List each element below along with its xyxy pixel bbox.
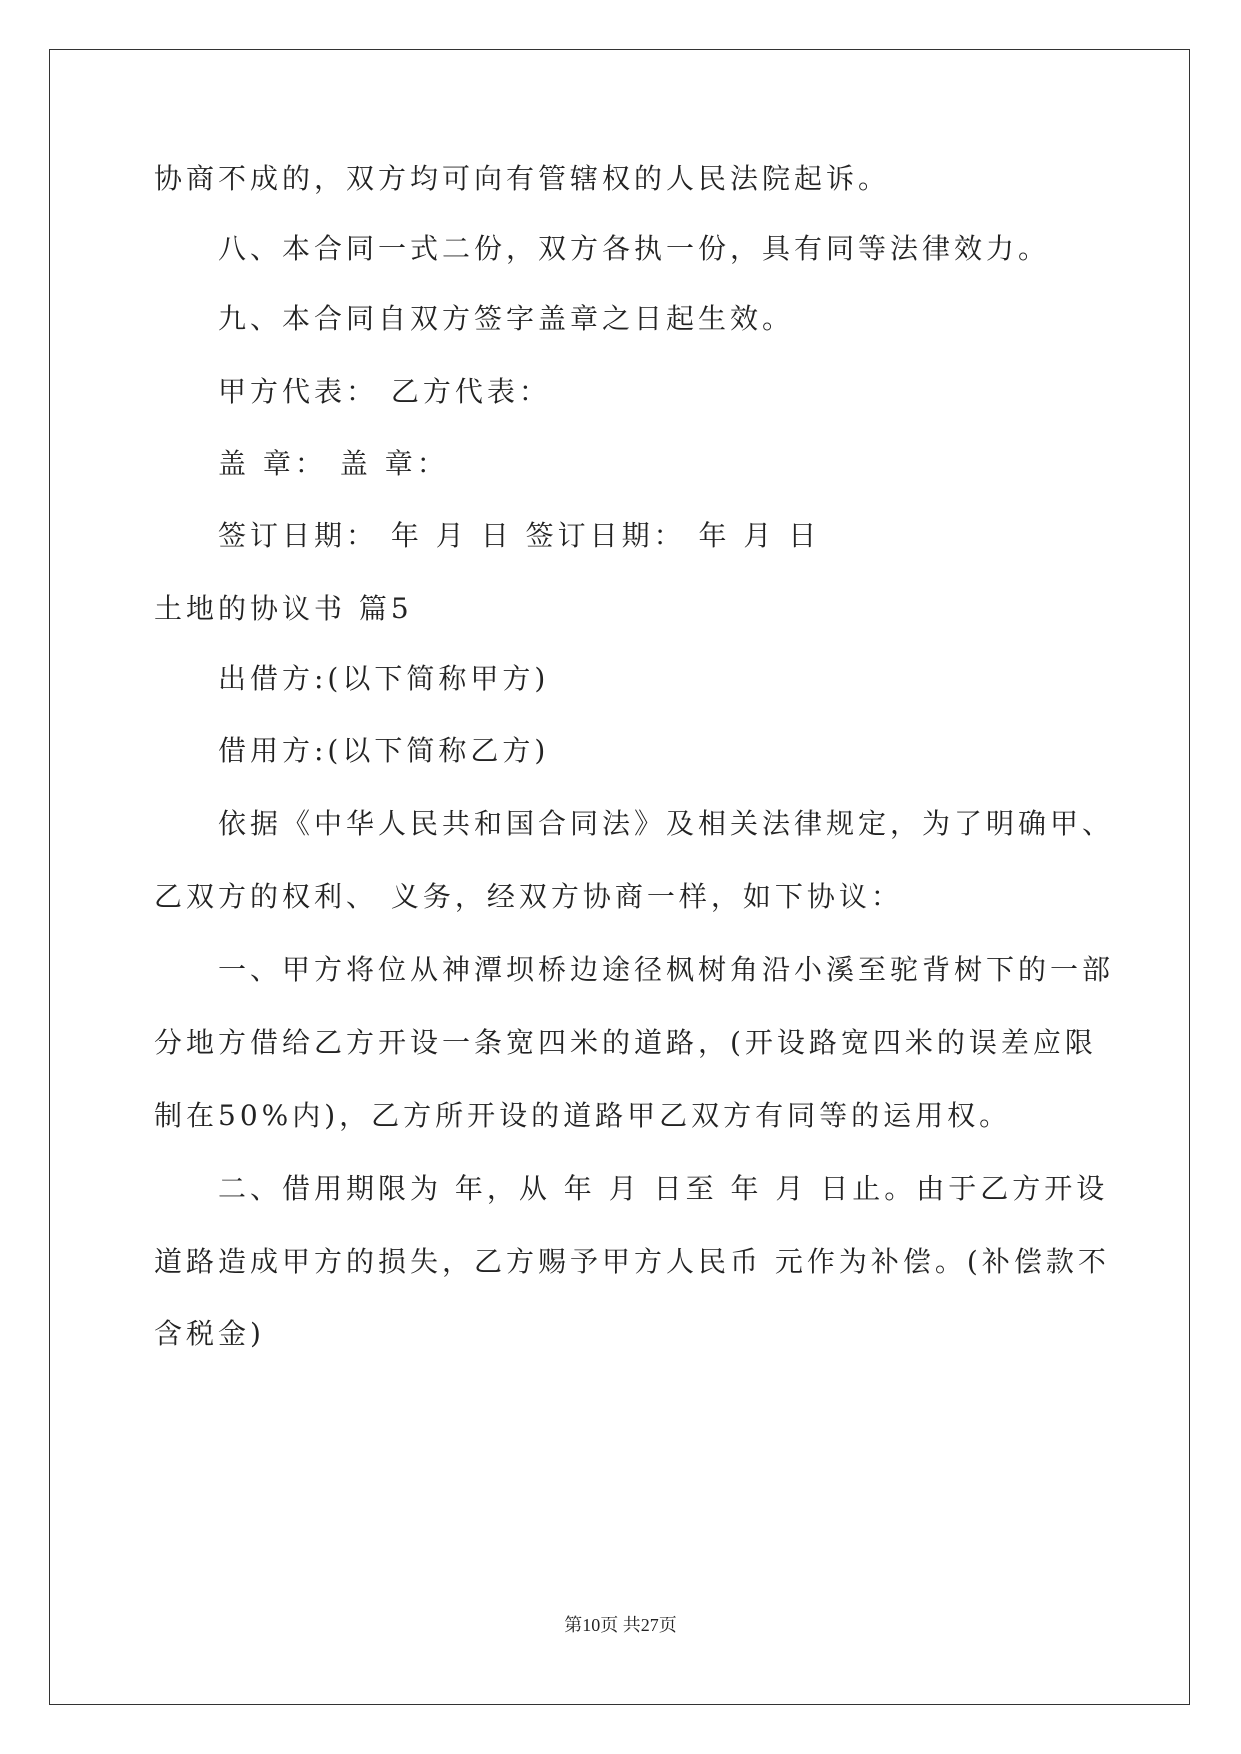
page-number: 第10页 共27页 — [564, 1615, 677, 1635]
page-frame — [49, 49, 1190, 1705]
clause-nine: 九、本合同自双方签字盖章之日起生效。 — [218, 302, 795, 335]
seal-line: 盖 章： 盖 章： — [218, 447, 449, 480]
preamble-line-1: 依据《中华人民共和国合同法》及相关法律规定，为了明确甲、 — [218, 807, 1115, 840]
borrower-line: 借用方:(以下简称乙方) — [218, 734, 550, 767]
preamble-line-2: 乙双方的权利、 义务，经双方协商一样，如下协议： — [154, 880, 903, 913]
sign-date-line: 签订日期： 年 月 日 签订日期： 年 月 日 — [218, 519, 821, 552]
clause-two-line-2: 道路造成甲方的损失，乙方赐予甲方人民币 元作为补偿。(补偿款不 — [154, 1245, 1110, 1278]
clause-one-line-1: 一、甲方将位从神潭坝桥边途径枫树角沿小溪至驼背树下的一部 — [218, 953, 1115, 986]
paragraph-line: 协商不成的，双方均可向有管辖权的人民法院起诉。 — [154, 162, 891, 195]
section-title: 土地的协议书 篇5 — [154, 592, 413, 625]
clause-one-line-2: 分地方借给乙方开设一条宽四米的道路，(开设路宽四米的误差应限 — [154, 1026, 1097, 1059]
clause-two-line-3: 含税金) — [154, 1317, 265, 1350]
representatives-line: 甲方代表： 乙方代表： — [218, 375, 551, 408]
clause-one-line-3: 制在50%内)，乙方所开设的道路甲乙双方有同等的运用权。 — [154, 1099, 1012, 1132]
clause-eight: 八、本合同一式二份，双方各执一份，具有同等法律效力。 — [218, 232, 1051, 265]
lender-line: 出借方:(以下简称甲方) — [218, 662, 550, 695]
clause-two-line-1: 二、借用期限为 年，从 年 月 日至 年 月 日止。由于乙方开设 — [218, 1172, 1109, 1205]
